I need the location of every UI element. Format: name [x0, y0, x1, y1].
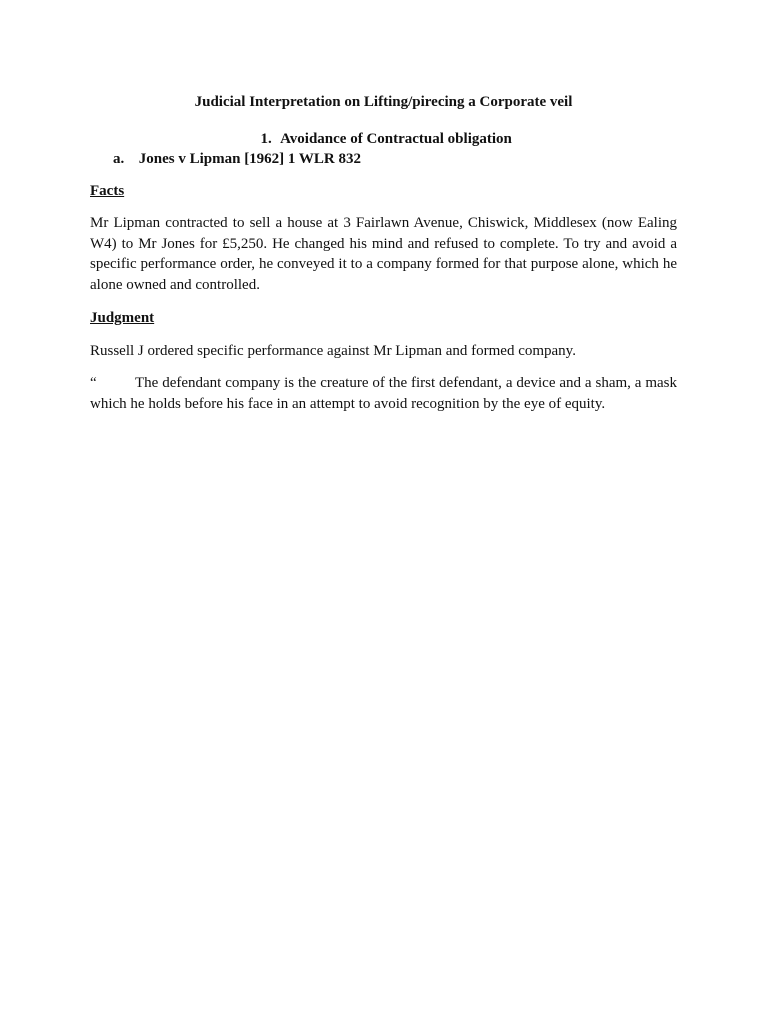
quote-text: The defendant company is the creature of the first defendant, a device and a sham, a mask which he holds before his face in an attempt to avoid recognition by the eye of equity. — [90, 375, 677, 412]
section-title: Avoidance of Contractual obligation — [280, 130, 512, 147]
judgment-paragraph: Russell J ordered specific performance against Mr Lipman and formed company. — [90, 342, 576, 359]
quote-mark: “ — [90, 375, 97, 391]
judgment-heading: Judgment — [90, 310, 155, 326]
case-letter: a. — [113, 151, 125, 167]
facts-heading: Facts — [90, 182, 125, 199]
case-title: Jones v Lipman [1962] 1 WLR 832 — [138, 151, 361, 167]
quote-paragraph — [90, 373, 677, 414]
facts-paragraph: Mr Lipman contracted to sell a house at 3 Fairlawn Avenue, Chiswick, Middlesex (now Ealing W4) to Mr Jones for £5,250. He changed his mind and refused to complete. To try and avoid a specific performance order, he conveyed it to a company formed for that purpose alone, which he alone owned and controlled. — [90, 215, 677, 293]
document-page — [90, 92, 677, 414]
document-title: Judicial Interpretation on Lifting/pirecing a Corporate veil — [194, 94, 573, 110]
section-number: 1. — [260, 130, 272, 147]
case-heading — [113, 149, 677, 170]
section-heading — [90, 129, 677, 150]
